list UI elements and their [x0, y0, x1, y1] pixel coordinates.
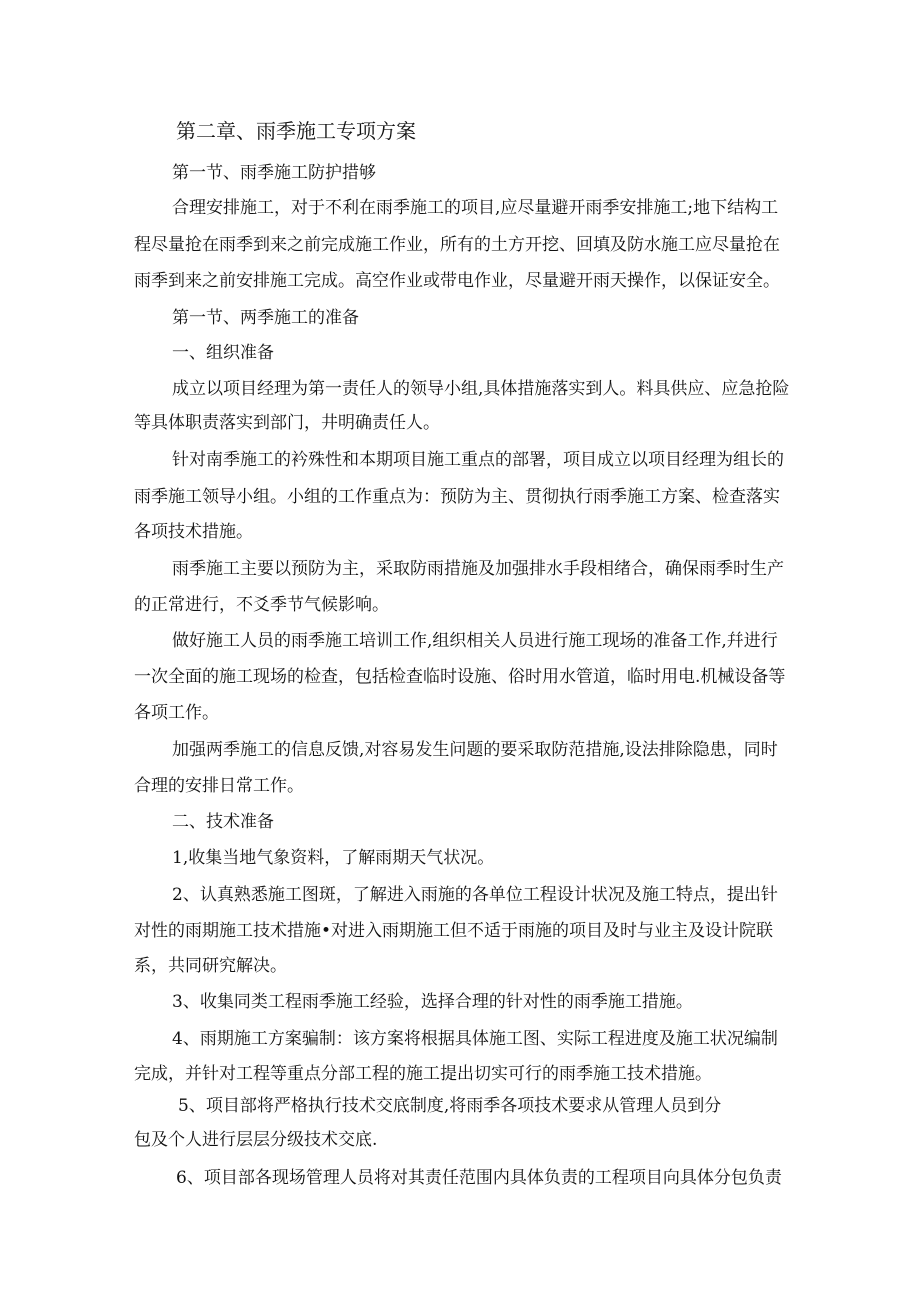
chapter-title: 第二章、雨季施工专项方案 [176, 119, 416, 143]
paragraph-line: 雨季到来之前安排施工完成。高空作业或带电作业，尽量避开雨天操作，以保证安全。 [134, 271, 780, 291]
paragraph-line: 对性的雨期施工技术措施•对进入雨期施工但不适于雨施的项目及时与业主及设计院联 [134, 921, 774, 941]
paragraph-line: 的正常进行，不爻季节气候影响。 [134, 595, 389, 615]
paragraph-line: 成立以项目经理为第一责任人的领导小组,具体措施落实到人。料具供应、应急抢险 [172, 379, 790, 399]
paragraph-line: 完成，并针对工程等重点分部工程的施工提出切实可行的雨季施工技术措施。 [134, 1064, 712, 1084]
paragraph-line: 系，共同研究解决。 [134, 956, 287, 976]
list-item: 2、认真熟悉施工图斑，了解进入雨施的各单位工程设计状况及施工特点，提出针 [172, 885, 778, 905]
paragraph-line: 合理安排施工，对于不利在雨季施工的项目,应尽量避开雨季安排施工;地下结构工 [172, 198, 779, 218]
subsection-heading: 一、组织准备 [172, 343, 274, 363]
paragraph-line: 程尽量抢在雨季到来之前完成施工作业，所有的土方开挖、回填及防水施工应尽量抢在 [134, 235, 780, 255]
section-heading: 第一节、雨季施工防护措够 [172, 163, 376, 183]
paragraph-line: 合理的安排日常工作。 [134, 776, 304, 796]
paragraph-line: 雨季施工主要以预防为主，采取防雨措施及加强排水手段相绪合，确保雨季时生产 [172, 559, 784, 579]
section-heading: 第一节、两季施工的准备 [172, 308, 359, 328]
list-item: 1,收集当地气象资料，了解雨期天气状况。 [172, 848, 495, 868]
subsection-heading: 二、技术准备 [172, 812, 274, 832]
list-item: 3、收集同类工程雨季施工经验，选择合理的针对性的雨季施工措施。 [172, 992, 693, 1012]
paragraph-line: 加强两季施工的信息反馈,对容易发生问题的要采取防范措施,设法排除隐患，同时 [172, 740, 778, 760]
paragraph-line: 雨季施工领导小组。小组的工作重点为：预防为主、贯彻执行雨季施工方案、检查落实 [134, 487, 780, 507]
paragraph-line: 各项工作。 [134, 703, 219, 723]
paragraph-line: 一次全面的施工现场的检查，包括检查临时设施、俗时用水管道，临时用电.机械设备等 [134, 667, 786, 687]
paragraph-line: 包及个人进行层层分级技术交底. [134, 1130, 378, 1150]
list-item: 4、雨期施工方案骗制：该方案将根据具体施工图、实际工程进度及施工状况编制 [172, 1029, 778, 1049]
paragraph-line: 等具体职责落实到部门，井明确责任人。 [134, 413, 440, 433]
list-item: 6、项目部各现场管理人员将对其责任范围内具体负责的工程项目向具体分包负责 [176, 1168, 782, 1188]
list-item: 5、项目部将严格执行技术交底制度,将雨季各项技术要求从管理人员到分 [178, 1096, 722, 1116]
paragraph-line: 做好施工人员的雨季施工培训工作,组织相关人员进行施工现场的准备工作,幷进行 [172, 631, 778, 651]
paragraph-line: 各项技术措施。 [134, 522, 253, 542]
paragraph-line: 针对南季施工的衿殊性和本期项目施工重点的部署，项目成立以项目经理为组长的 [172, 450, 784, 470]
